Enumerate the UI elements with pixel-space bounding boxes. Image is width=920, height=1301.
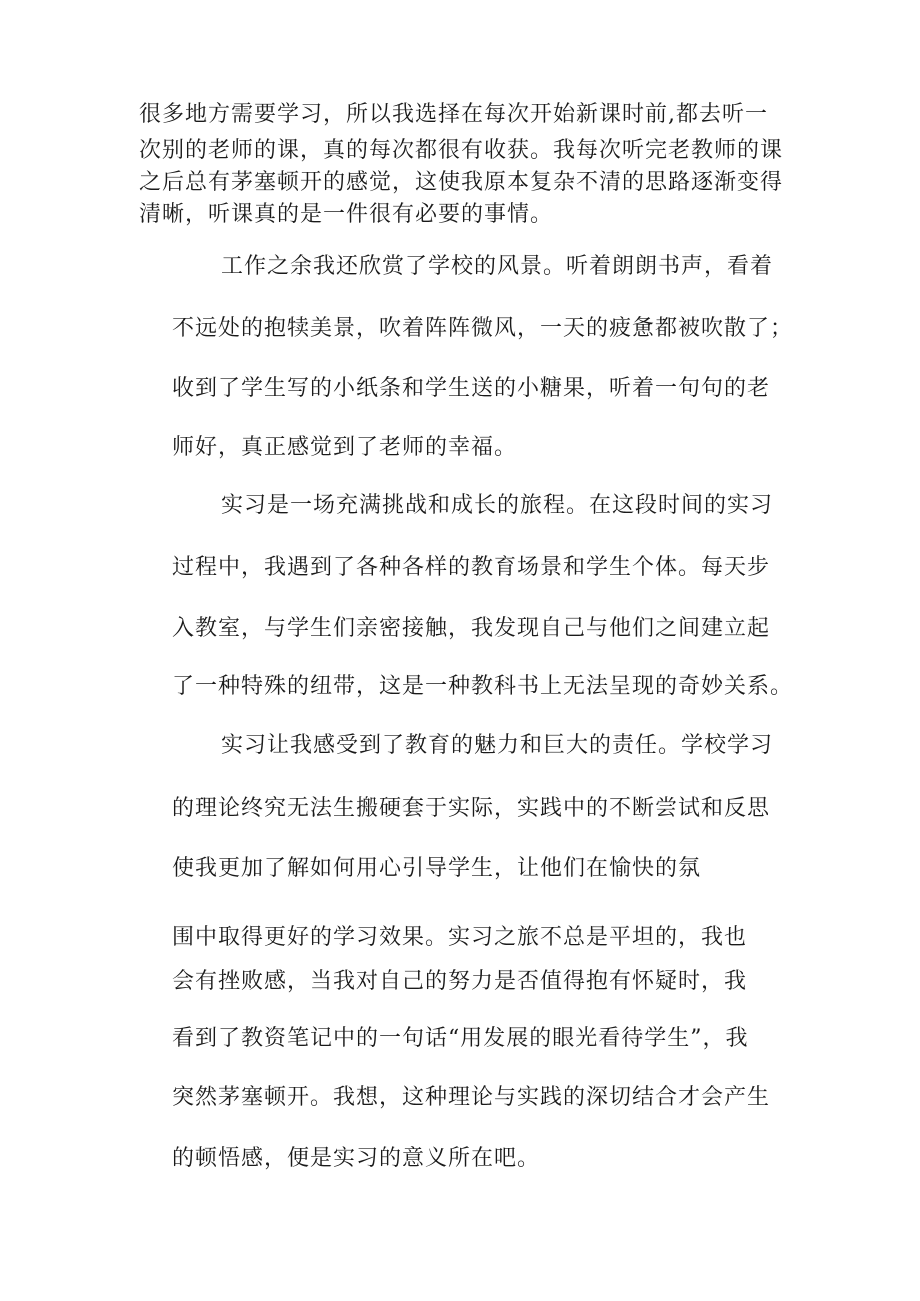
- paragraph4-line-8: 的顿悟感，便是实习的意义所在吧。: [172, 1146, 541, 1171]
- paragraph2-line-1: 工作之余我还欣赏了学校的风景。听着朗朗书声，看着: [221, 254, 774, 279]
- paragraph2-line-3: 收到了学生写的小纸条和学生送的小糖果，听着一句句的老: [172, 376, 771, 401]
- paragraph3-line-3: 入教室，与学生们亲密接触，我发现自己与他们之间建立起: [172, 616, 771, 641]
- paragraph2-line-4: 师好，真正感觉到了老师的幸福。: [172, 435, 518, 460]
- paragraph2-line-2: 不远处的抱犊美景，吹着阵阵微风，一天的疲惫都被吹散了；: [172, 316, 794, 341]
- paragraph4-line-5: 会有挫败感，当我对自己的努力是否值得抱有怀疑时，我: [172, 969, 748, 994]
- paragraph4-line-4: 围中取得更好的学习效果。实习之旅不总是平坦的，我也: [172, 925, 748, 950]
- intro-line-3: 之后总有茅塞顿开的感觉，这使我原本复杂不清的思路逐渐变得: [139, 170, 784, 195]
- paragraph4-line-2: 的理论终究无法生搬硬套于实际，实践中的不断尝试和反思: [172, 796, 771, 821]
- paragraph4-line-7: 突然茅塞顿开。我想，这种理论与实践的深切结合才会产生: [172, 1085, 771, 1110]
- paragraph3-line-1: 实习是一场充满挑战和成长的旅程。在这段时间的实习: [221, 493, 774, 518]
- paragraph3-line-2: 过程中，我遇到了各种各样的教育场景和学生个体。每天步: [172, 555, 771, 580]
- intro-line-2: 次别的老师的课，真的每次都很有收获。我每次听完老教师的课: [139, 138, 784, 163]
- intro-line-1: 很多地方需要学习，所以我选择在每次开始新课时前,都去听一: [139, 102, 768, 127]
- paragraph3-line-4: 了一种特殊的纽带，这是一种教科书上无法呈现的奇妙关系。: [172, 674, 794, 699]
- intro-line-4: 清晰，听课真的是一件很有必要的事情。: [139, 202, 554, 227]
- paragraph4-line-6: 看到了教资笔记中的一句话“用发展的眼光看待学生”，我: [172, 1026, 749, 1051]
- paragraph4-line-3: 使我更加了解如何用心引导学生，让他们在愉快的氛: [172, 856, 702, 881]
- paragraph4-line-1: 实习让我感受到了教育的魅力和巨大的责任。学校学习: [221, 733, 774, 758]
